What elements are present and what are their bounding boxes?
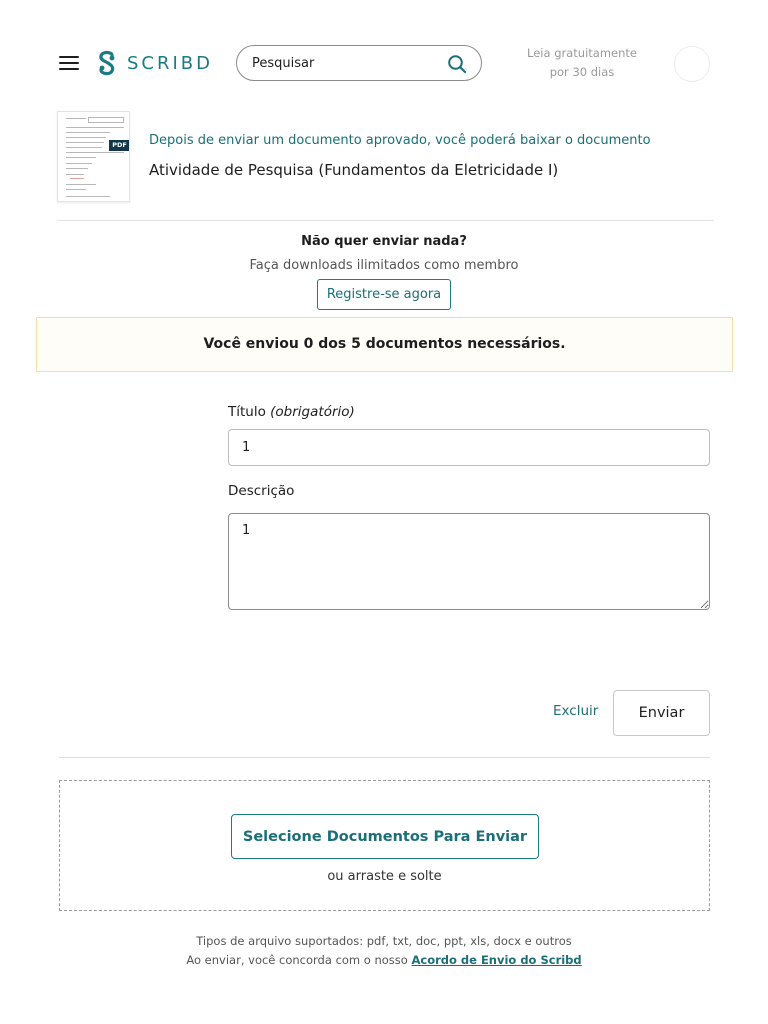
select-documents-button[interactable]: Selecione Documentos Para Enviar [231,814,539,859]
upload-count-notice: Você enviou 0 dos 5 documentos necessários. [36,317,733,372]
trial-line-2: por 30 dias [549,65,615,79]
search-input[interactable] [252,56,432,71]
file-dropzone[interactable] [59,780,710,911]
free-trial-link[interactable] [515,44,649,82]
promo-subtitle: Faça downloads ilimitados como membro [249,258,519,273]
delete-link[interactable]: Excluir [553,703,599,719]
download-note: Depois de enviar um documento aprovado, você poderá baixar o documento [149,133,651,148]
supported-types-text: Tipos de arquivo suportados: pdf, txt, doc, ppt, xls, docx e outros [196,934,572,948]
site-header [0,0,768,105]
upload-footer [0,932,768,970]
membership-promo [0,232,768,310]
scribd-logo-icon [96,50,118,76]
scribd-logo[interactable] [96,50,213,76]
description-field[interactable] [228,513,710,610]
promo-question: Não quer enviar nada? [301,234,467,249]
document-title: Atividade de Pesquisa (Fundamentos da Eletricidade I) [149,161,559,179]
trial-line-1: Leia gratuitamente [527,46,637,60]
user-avatar[interactable] [674,46,710,82]
document-info [57,111,714,221]
hamburger-menu-icon[interactable] [59,56,79,70]
title-label [228,404,355,420]
search-bar[interactable] [236,45,482,81]
search-icon[interactable] [447,54,467,74]
agreement-text: Ao enviar, você concorda com o nosso [186,953,408,967]
description-label: Descrição [228,483,295,499]
title-field[interactable] [228,429,710,466]
document-thumbnail [57,111,130,202]
submit-button[interactable]: Enviar [613,690,710,736]
drag-drop-hint: ou arraste e solte [327,869,442,884]
title-required-hint: (obrigatório) [270,404,355,420]
logo-wordmark: SCRIBD [127,52,214,74]
register-button[interactable]: Registre-se agora [317,279,451,310]
title-label-text: Título [228,404,266,420]
upload-agreement-link[interactable]: Acordo de Envio do Scribd [411,953,582,967]
agreement-line [0,951,768,970]
section-divider [59,757,710,758]
pdf-badge: PDF [109,140,130,151]
